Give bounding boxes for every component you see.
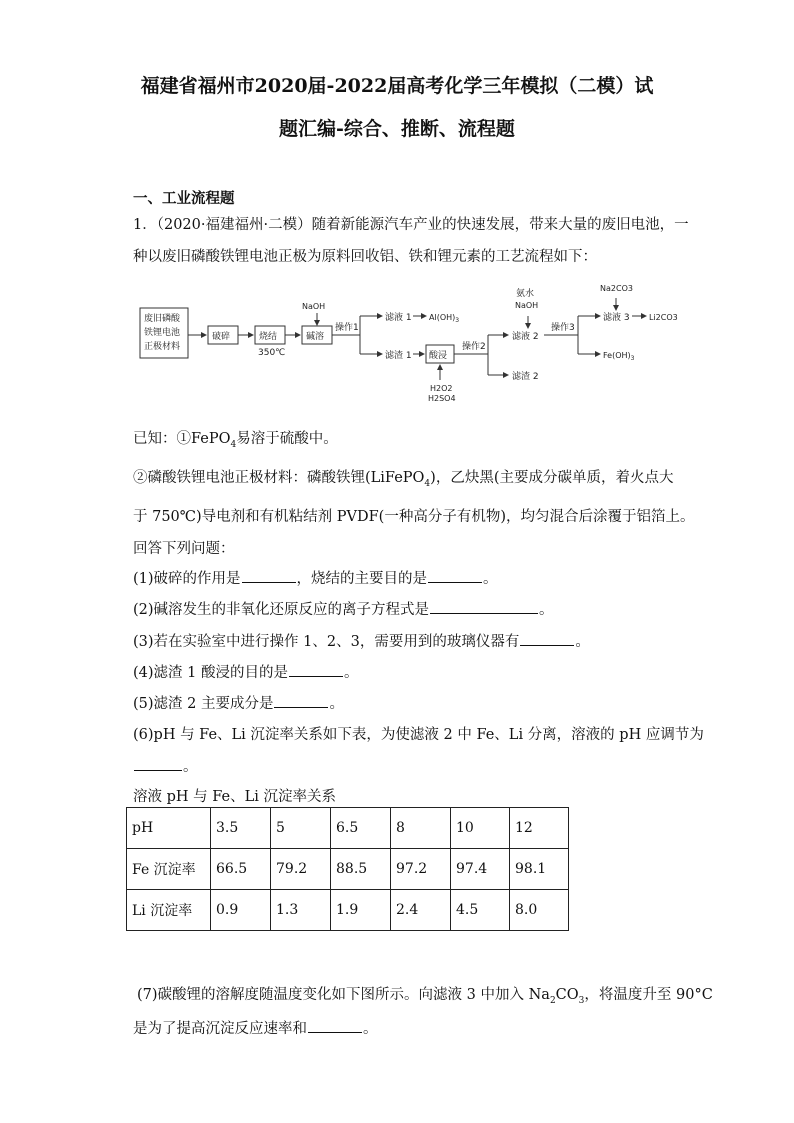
doc-title-line1: 福建省福州市2020届-2022届高考化学三年模拟（二模）试 [140,75,654,97]
aloh3-label: $Al(OH)_3$ [429,313,460,324]
filtrate3-label: 滤液 3 [603,313,630,323]
table-cell: 1.3 [271,890,331,931]
subquestion-3: (3)若在实验室中进行操作 1、2、3，需要用到的玻璃仪器有 。 [133,630,590,651]
doc-title-line2: 题汇编-综合、推断、流程题 [279,118,515,140]
table-cell: Li 沉淀率 [127,890,211,931]
answer-blank-5[interactable] [274,693,328,708]
ammonia-label: 氨水 [516,289,535,299]
table-cell: 1.9 [331,890,391,931]
subquestion-4: (4)滤渣 1 酸浸的目的是 。 [133,661,358,682]
raw-label-1: 废旧磷酸 [144,314,181,324]
table-cell: 0.9 [211,890,271,931]
known-1: 已知：①FePO$_4$易溶于硫酸中。 [133,431,338,450]
table-cell: 88.5 [331,849,391,890]
op3-label: 操作3 [551,323,575,333]
question-intro-line1: 1．（2020·福建福州·二模）随着新能源汽车产业的快速发展，带来大量的废旧电池，一 [133,217,689,233]
answer-blank-3[interactable] [520,631,574,646]
residue1-label: 滤渣 1 [385,351,412,361]
table-cell: 12 [510,808,569,849]
op1-label: 操作1 [335,323,359,333]
ph-precipitation-table [126,807,569,931]
naoh-label: NaOH [302,302,326,311]
h2so4-label: H2SO4 [428,394,456,403]
h2o2-label: H2O2 [430,384,453,393]
table-row-ph [127,808,569,849]
subquestion-7-cont: 是为了提高沉淀反应速率和 。 [133,1017,378,1038]
answer-prompt: 回答下列问题： [133,541,235,557]
table-cell: 3.5 [211,808,271,849]
raw-label-3: 正极材料 [144,342,181,352]
question-intro-line2: 种以废旧磷酸铁锂电池正极为原料回收铝、铁和锂元素的工艺流程如下： [133,249,597,265]
li2co3-label: Li2CO3 [649,313,678,322]
feoh3-label: $Fe(OH)_3$ [603,351,635,362]
subquestion-6-blank-line: 。 [133,755,198,776]
table-cell: 8 [391,808,451,849]
process-flow-diagram [130,280,690,405]
answer-blank-6[interactable] [134,756,182,771]
table-cell: 97.4 [451,849,510,890]
filtrate2-label: 滤液 2 [512,332,539,342]
na2co3-label: Na2CO3 [600,284,633,293]
alkali-label: 碱溶 [306,332,325,342]
table-cell: 4.5 [451,890,510,931]
op2-label: 操作2 [462,342,486,352]
filtrate1-label: 滤液 1 [385,313,412,323]
answer-blank-2[interactable] [430,599,538,614]
answer-blank-1b[interactable] [428,568,482,583]
table-cell: Fe 沉淀率 [127,849,211,890]
raw-label-2: 铁锂电池 [144,328,181,338]
sinter-label: 烧结 [259,332,278,342]
answer-blank-7[interactable] [308,1018,362,1033]
table-cell: 98.1 [510,849,569,890]
answer-blank-4[interactable] [289,662,343,677]
subquestion-6: (6)pH 与 Fe、Li 沉淀率关系如下表，为使滤液 2 中 Fe、Li 分离，溶液的 pH 应调节为 [133,727,704,743]
answer-blank-1a[interactable] [242,568,296,583]
table-cell: 97.2 [391,849,451,890]
subquestion-7: (7)碳酸锂的溶解度随温度变化如下图所示。向滤液 3 中加入 $Na_2CO_3$，将温度升至 90°C [137,987,713,1006]
subquestion-5: (5)滤渣 2 主要成分是 。 [133,692,344,713]
table-cell: 79.2 [271,849,331,890]
table-cell: 5 [271,808,331,849]
table-cell: 8.0 [510,890,569,931]
acid-leach-label: 酸浸 [429,351,448,361]
table-caption: 溶液 pH 与 Fe、Li 沉淀率关系 [133,789,336,805]
crush-label: 破碎 [212,332,231,342]
subquestion-1: (1)破碎的作用是 ，烧结的主要目的是 。 [133,567,498,588]
table-cell: 10 [451,808,510,849]
table-cell: 2.4 [391,890,451,931]
sinter-temp-label: 350℃ [258,348,286,358]
table-row-fe [127,849,569,890]
table-row-li [127,890,569,931]
table-cell: 6.5 [331,808,391,849]
section-heading: 一、工业流程题 [133,190,235,207]
subquestion-2: (2)碱溶发生的非氧化还原反应的离子方程式是 。 [133,598,554,619]
table-cell: pH [127,808,211,849]
table-cell: 66.5 [211,849,271,890]
known-2: ②磷酸铁锂电池正极材料：磷酸铁锂(LiFePO$_4$)，乙炔黑(主要成分碳单质，着火点大 [133,470,674,489]
known-2-cont: 于 750℃)导电剂和有机粘结剂 PVDF(一种高分子有机物)，均匀混合后涂覆于铝箔上。 [133,509,695,525]
residue2-label: 滤渣 2 [512,372,539,382]
naoh2-label: NaOH [515,301,539,310]
